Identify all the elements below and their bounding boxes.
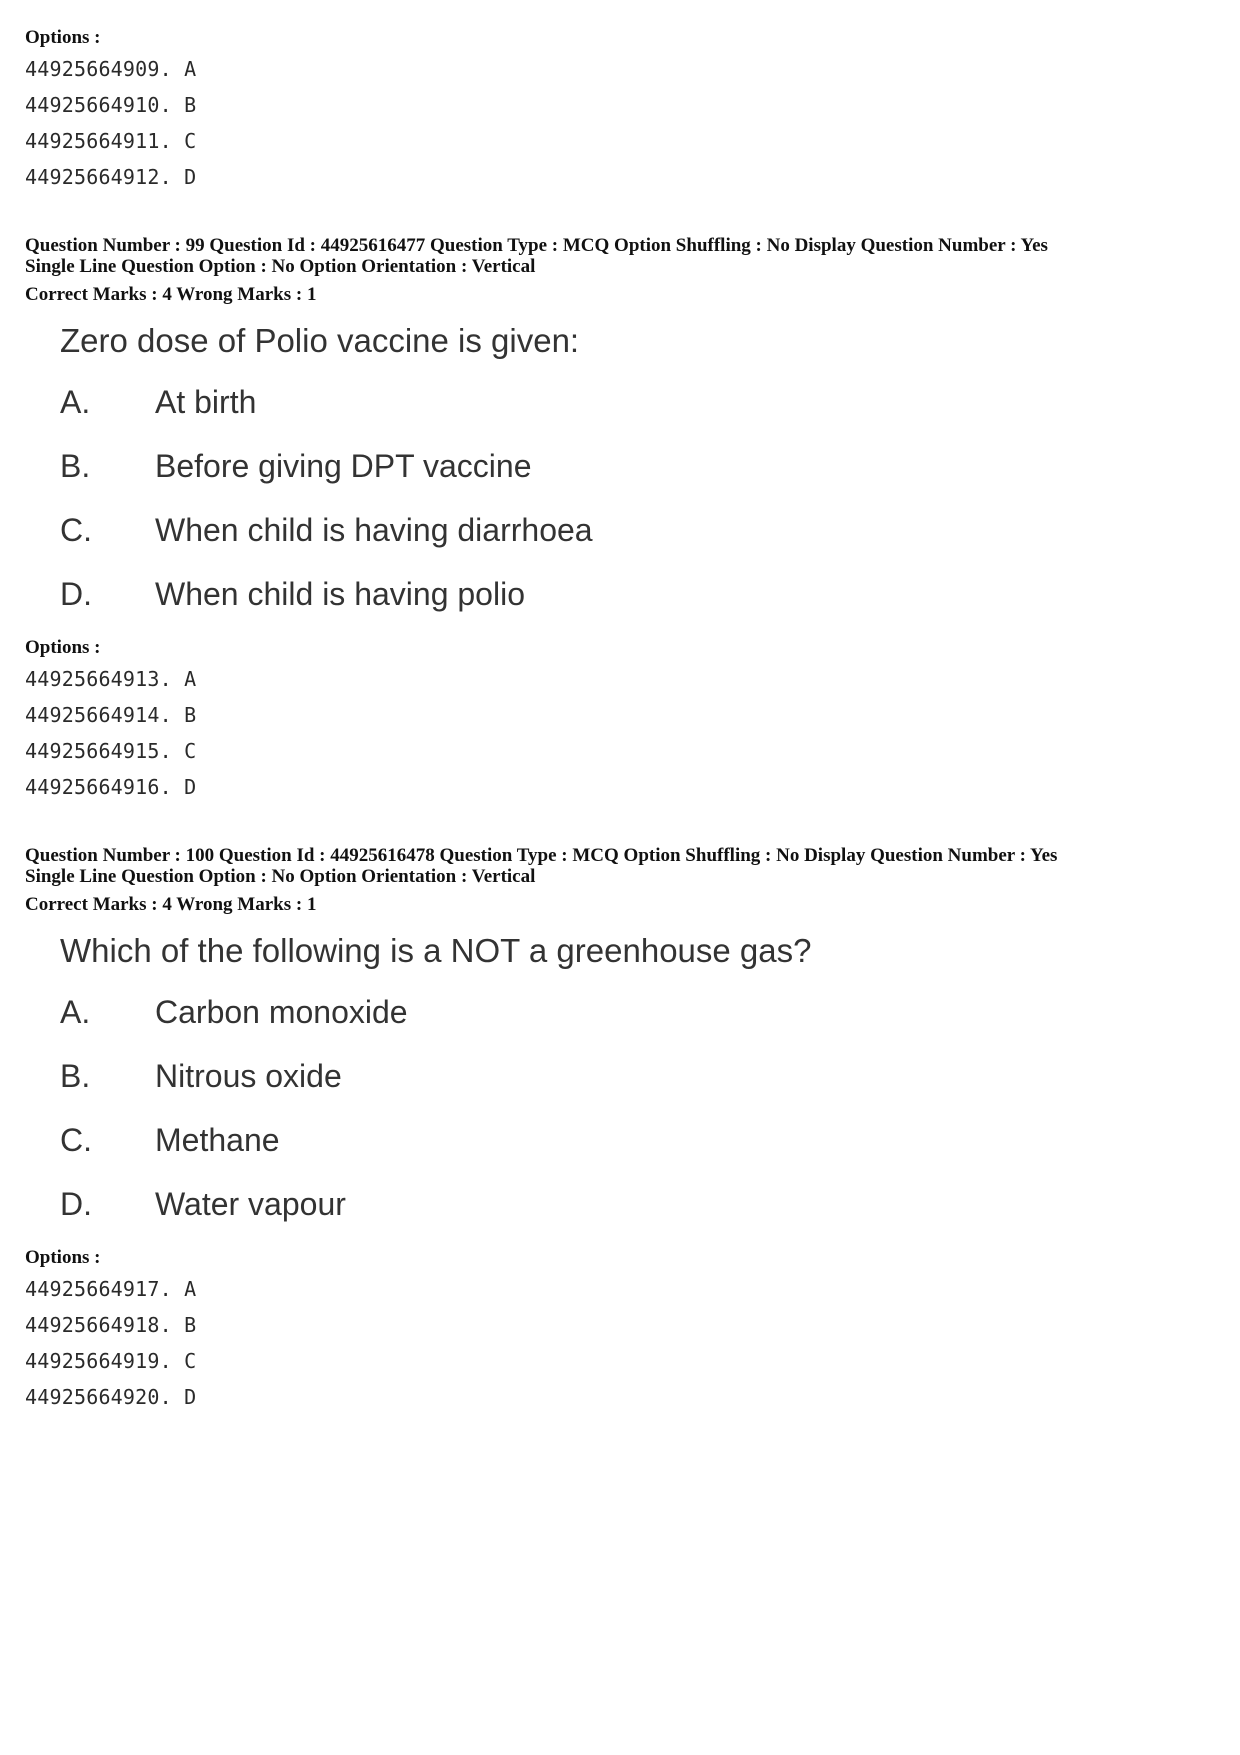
question-meta-line: Question Number : 99 Question Id : 44925616477 Question Type : MCQ Option Shuffling : No Display Question Number : Yes (25, 235, 1048, 256)
question-meta-line: Question Number : 100 Question Id : 44925616478 Question Type : MCQ Option Shuffling : No Display Question Number : Yes (25, 845, 1058, 866)
question-marks: Correct Marks : 4 Wrong Marks : 1 (25, 894, 317, 915)
option-id-line: 44925664911. C (25, 129, 197, 153)
choice-text: Carbon monoxide (155, 994, 408, 1030)
question-meta-line: Single Line Question Option : No Option Orientation : Vertical (25, 866, 536, 887)
choice-text: Before giving DPT vaccine (155, 448, 532, 484)
choice-row (60, 1186, 346, 1223)
choice-letter: C. (60, 512, 92, 548)
choice-letter: B. (60, 1058, 91, 1094)
choice-row (60, 1058, 342, 1095)
choice-letter: B. (60, 448, 91, 484)
options-label: Options : (25, 637, 101, 658)
options-label: Options : (25, 27, 101, 48)
option-id-line: 44925664915. C (25, 739, 197, 763)
choice-text: At birth (155, 384, 257, 420)
choice-letter: A. (60, 384, 91, 420)
question-image (25, 322, 725, 622)
choice-text: When child is having polio (155, 576, 525, 612)
choice-text: When child is having diarrhoea (155, 512, 593, 548)
option-id-line: 44925664918. B (25, 1313, 197, 1337)
choice-row (60, 576, 525, 613)
choice-text: Water vapour (155, 1186, 346, 1222)
choice-text: Nitrous oxide (155, 1058, 342, 1094)
choice-letter: D. (60, 1186, 92, 1222)
option-id-line: 44925664914. B (25, 703, 197, 727)
choice-row (60, 448, 531, 485)
choice-letter: C. (60, 1122, 92, 1158)
option-id-line: 44925664916. D (25, 775, 197, 799)
choice-row (60, 994, 408, 1031)
question-marks: Correct Marks : 4 Wrong Marks : 1 (25, 284, 317, 305)
choice-row (60, 1122, 280, 1159)
option-id-line: 44925664919. C (25, 1349, 197, 1373)
choice-letter: A. (60, 994, 91, 1030)
choice-text: Methane (155, 1122, 280, 1158)
option-id-line: 44925664913. A (25, 667, 197, 691)
question-stem: Which of the following is a NOT a greenhouse gas? (60, 932, 812, 969)
option-id-line: 44925664920. D (25, 1385, 197, 1409)
option-id-line: 44925664912. D (25, 165, 197, 189)
option-id-line: 44925664917. A (25, 1277, 197, 1301)
choice-letter: D. (60, 576, 92, 612)
option-id-line: 44925664909. A (25, 57, 197, 81)
question-meta-line: Single Line Question Option : No Option Orientation : Vertical (25, 256, 536, 277)
choice-row (60, 512, 593, 549)
question-image (25, 932, 812, 1232)
option-id-line: 44925664910. B (25, 93, 197, 117)
options-label: Options : (25, 1247, 101, 1268)
choice-row (60, 384, 256, 421)
question-stem: Zero dose of Polio vaccine is given: (60, 322, 580, 359)
